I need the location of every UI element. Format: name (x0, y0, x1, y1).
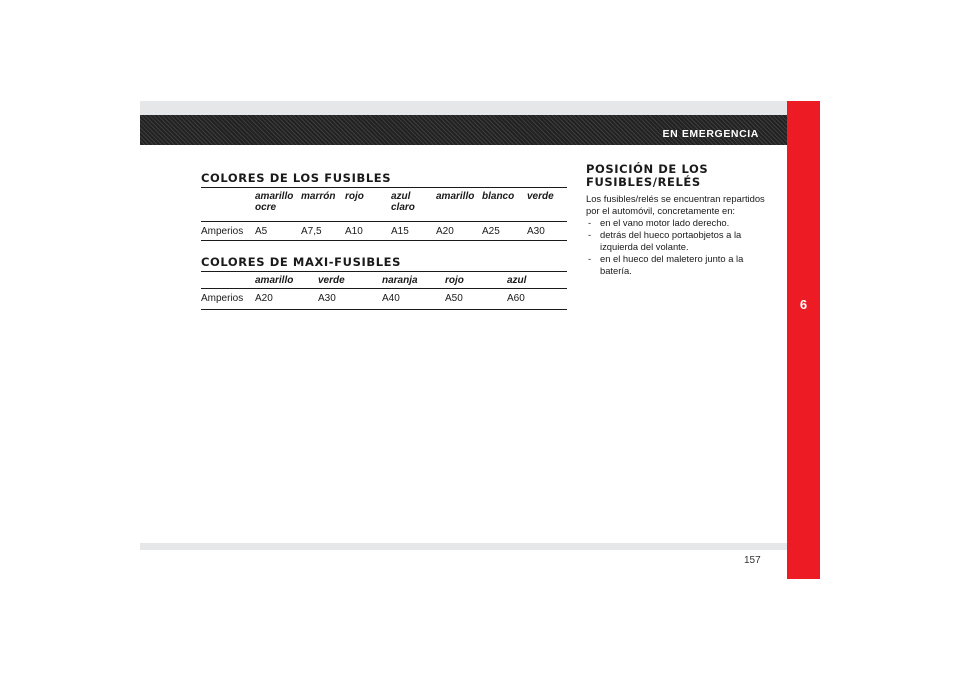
header-bar (140, 115, 787, 145)
maxi-fuse-amperage: A40 (382, 293, 400, 304)
fuse-amperage: A7,5 (301, 226, 322, 237)
maxi-fuse-color-header: azul (507, 275, 527, 286)
fuse-colors-amperage-row (201, 222, 567, 241)
list-item: - en el hueco del maletero junto a la batería. (588, 253, 744, 276)
fuse-colors-title: COLORES DE LOS FUSIBLES (201, 172, 567, 188)
fuse-color-header: amarillo (436, 191, 475, 202)
maxi-fuse-color-header: amarillo (255, 275, 294, 286)
maxi-fuse-color-header: rojo (445, 275, 464, 286)
fuse-amperage: A20 (436, 226, 454, 237)
maxi-fuse-amperage: A30 (318, 293, 336, 304)
list-item: - detrás del hueco portaobjetos a la izquierda del volante. (588, 229, 742, 252)
section-title: EN EMERGENCIA (662, 128, 759, 140)
fuse-color-header: verde (527, 191, 554, 202)
fuse-position-list (586, 217, 771, 277)
bottom-band (140, 543, 787, 550)
chapter-number: 6 (799, 297, 808, 312)
maxi-fuse-colors-header-row (201, 272, 567, 289)
fuse-color-header: amarillo ocre (255, 191, 294, 213)
fuse-color-header: blanco (482, 191, 515, 202)
maxi-fuse-amperage: A20 (255, 293, 273, 304)
maxi-fuse-colors-title: COLORES DE MAXI-FUSIBLES (201, 256, 567, 272)
fuse-color-header: rojo (345, 191, 364, 202)
list-item: - en el vano motor lado derecho. (588, 217, 730, 228)
maxi-fuse-amperage: A50 (445, 293, 463, 304)
fuse-color-header: azul claro (391, 191, 415, 213)
row-label: Amperios (201, 226, 244, 237)
fuse-amperage: A25 (482, 226, 500, 237)
fuse-position-section (586, 163, 771, 277)
fuse-color-header: marrón (301, 191, 336, 202)
fuse-amperage: A5 (255, 226, 268, 237)
maxi-fuse-amperage: A60 (507, 293, 525, 304)
page-number: 157 (744, 555, 761, 566)
fuse-colors-header-row (201, 188, 567, 222)
row-label: Amperios (201, 293, 244, 304)
fuse-amperage: A30 (527, 226, 545, 237)
fuse-position-title: POSICIÓN DE LOS FUSIBLES/RELÉS (586, 162, 709, 189)
fuse-amperage: A10 (345, 226, 363, 237)
top-band (140, 101, 787, 115)
fuse-position-intro: Los fusibles/relés se encuentran repartidos por el automóvil, concretamente en: (586, 193, 765, 216)
fuse-colors-table (201, 172, 567, 241)
maxi-fuse-colors-table (201, 256, 567, 310)
fuse-amperage: A15 (391, 226, 409, 237)
chapter-tab (787, 101, 820, 579)
maxi-fuse-colors-amperage-row (201, 289, 567, 310)
maxi-fuse-color-header: verde (318, 275, 345, 286)
maxi-fuse-color-header: naranja (382, 275, 418, 286)
